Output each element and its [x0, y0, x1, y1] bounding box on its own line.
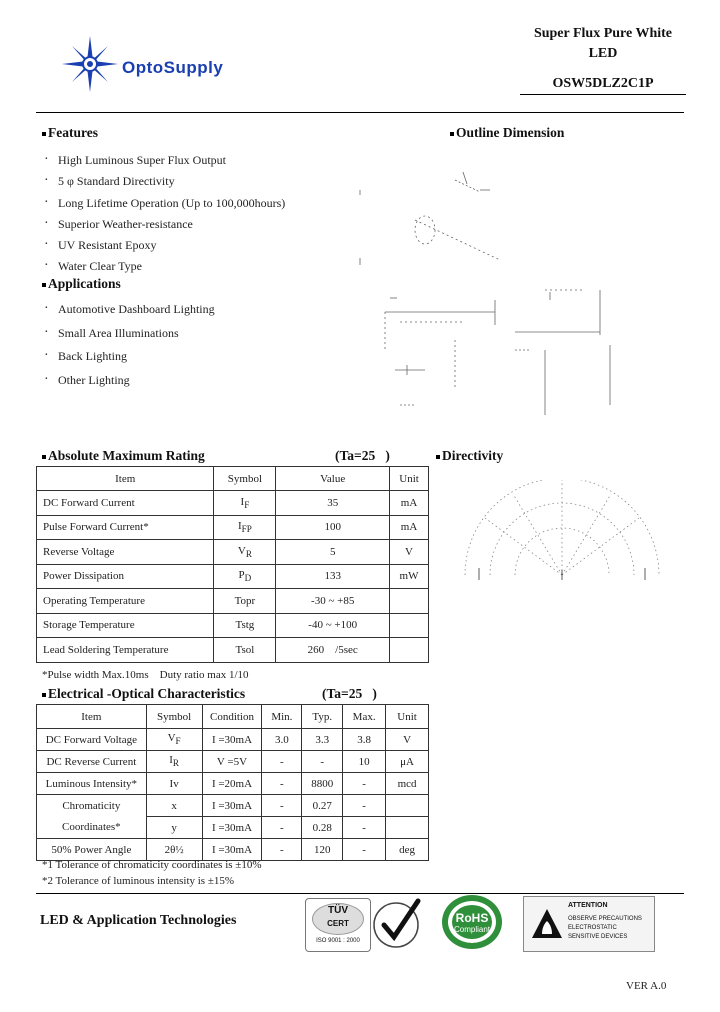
check-seal-icon [372, 895, 424, 953]
list-item: · UV Resistant Epoxy [40, 235, 285, 256]
list-item: · Automotive Dashboard Lighting [40, 298, 215, 322]
table-row: Pulse Forward Current* $I_{FP}$ 100 mA [37, 515, 429, 540]
features-heading: Features [42, 125, 98, 141]
list-item: · 5 φ Standard Directivity [40, 171, 285, 192]
outline-heading: Outline Dimension [450, 125, 564, 141]
list-item: · Small Area Illuminations [40, 322, 215, 346]
abs-max-footnote: *Pulse width Max.10ms Duty ratio max 1/10 [42, 669, 249, 681]
esd-warning-icon [530, 907, 564, 941]
table-row: DC Forward Voltage $V_F$ I =30mA 3.0 3.3 3.8 V [37, 729, 429, 751]
bullet-square-icon [42, 283, 46, 287]
brand-name: OptoSupply [122, 58, 224, 77]
header-divider [36, 112, 684, 113]
eo-table [36, 704, 429, 861]
bullet-square-icon [42, 455, 46, 459]
applications-heading: Applications [42, 276, 121, 292]
bullet-square-icon [436, 455, 440, 459]
table-row: Storage Temperature Tstg -40 ~ +100 [37, 613, 429, 638]
table-row: Power Dissipation $P_D$ 133 mW [37, 564, 429, 589]
abs-max-condition: (Ta=25 ) [335, 448, 390, 463]
eo-footnote-2: *2 Tolerance of luminous intensity is ±15% [42, 875, 235, 887]
eo-heading: Electrical -Optical Characteristics [42, 686, 245, 702]
list-item: · Back Lighting [40, 345, 215, 369]
eo-condition: (Ta=25 ) [322, 686, 377, 701]
col-header: Symbol [146, 705, 202, 729]
col-header: Condition [202, 705, 262, 729]
table-row: Lead Soldering Temperature Tsol 260 /5sec [37, 638, 429, 663]
list-item: · Water Clear Type [40, 256, 285, 277]
list-item: · High Luminous Super Flux Output [40, 150, 285, 171]
list-item: · Superior Weather-resistance [40, 214, 285, 235]
table-row: Luminous Intensity* Iv I =20mA - 8800 - mcd [37, 773, 429, 795]
abs-max-table [36, 466, 429, 663]
esd-attention-label: ATTENTION OBSERVE PRECAUTIONS ELECTROSTATIC SENSITIVE DEVICES [523, 896, 655, 952]
features-list [40, 150, 285, 278]
applications-list [40, 298, 215, 392]
product-title: Super Flux Pure White LED [533, 26, 673, 61]
bullet-square-icon [450, 132, 454, 136]
company-tagline: LED & Application Technologies [40, 913, 237, 928]
footer-divider [36, 893, 684, 894]
col-header: Min. [262, 705, 302, 729]
table-row: Reverse Voltage $V_R$ 5 V [37, 540, 429, 565]
col-header: Typ. [302, 705, 343, 729]
col-header: Symbol [214, 467, 276, 491]
col-header: Item [37, 705, 147, 729]
table-row: Operating Temperature Topr -30 ~ +85 [37, 589, 429, 614]
outline-dimension-drawing [355, 150, 645, 420]
table-row: Chromaticity x I =30mA - 0.27 - [37, 795, 429, 817]
abs-max-heading: Absolute Maximum Rating [42, 448, 205, 464]
tuv-logo: TÜV CERT [312, 903, 364, 935]
col-header: Unit [386, 705, 429, 729]
table-row: DC Forward Current $I_F$ 35 mA [37, 491, 429, 516]
tuv-cert-badge: TÜV CERT ISO 9001 : 2000 [305, 898, 371, 952]
bullet-square-icon [42, 693, 46, 697]
col-header: Max. [343, 705, 386, 729]
table-row: Coordinates* y I =30mA - 0.28 - [37, 817, 429, 839]
eo-footnote-1: *1 Tolerance of chromaticity coordinates is ±10% [42, 859, 262, 871]
col-header: Unit [390, 467, 429, 491]
part-number: OSW5DLZ2C1P [520, 76, 686, 95]
col-header: Item [37, 467, 214, 491]
col-header: Value [276, 467, 390, 491]
starburst-icon [60, 34, 120, 94]
directivity-heading: Directivity [436, 448, 503, 464]
list-item: · Long Lifetime Operation (Up to 100,000hours) [40, 193, 285, 214]
list-item: · Other Lighting [40, 369, 215, 393]
brand-logo [60, 34, 280, 94]
rohs-compliant-badge: RoHS Compliant [440, 893, 504, 951]
table-row: DC Reverse Current $I_R$ V =5V - - 10 μA [37, 751, 429, 773]
directivity-polar-plot [455, 480, 670, 590]
version-label: VER A.0 [626, 980, 667, 992]
table-row: 50% Power Angle 2θ½ I =30mA - 120 - deg [37, 839, 429, 861]
bullet-square-icon [42, 132, 46, 136]
